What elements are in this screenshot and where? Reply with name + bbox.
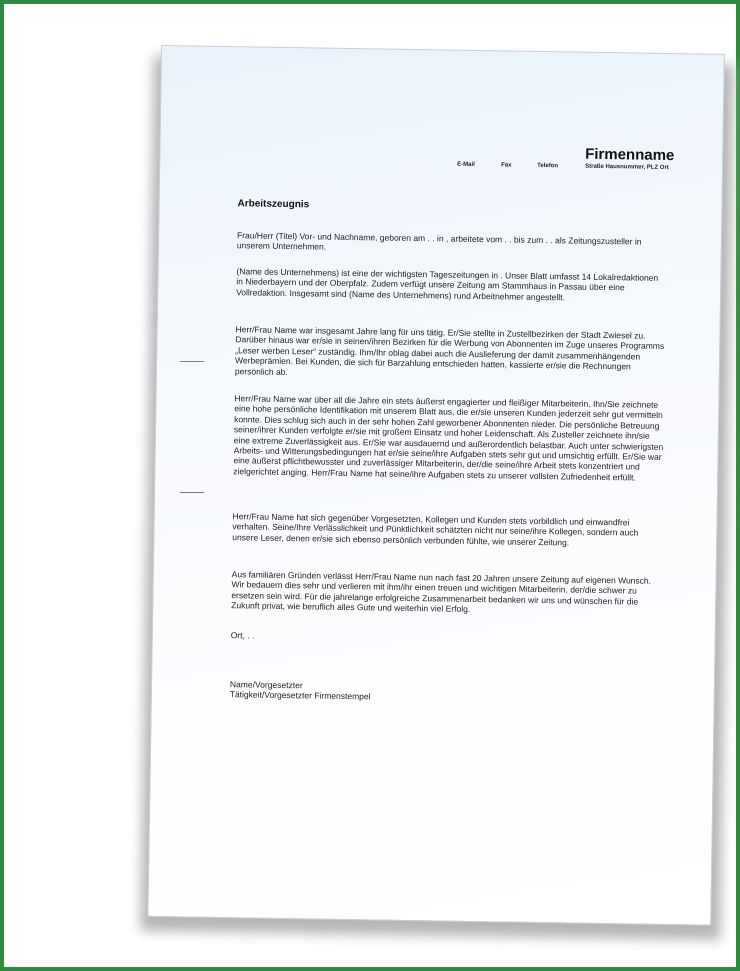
paragraph-closing: Aus familiären Gründen verlässt Herr/Frau Name nun nach fast 20 Jahren unsere Zeitung auf eigenen Wunsch. Wir bedauern dies sehr und verlieren mit ihm/ihr einen treuen und wichtigen Mitarbeiterin, der/die schwer zu ersetzen sein wird. Für die jahrelange erfolgreiche Zusammenarbeit bedanken wir uns und wünschen für die Zukunft privat, wie beruflich alles Gute und weiterhin viel Erfolg. [231,569,652,615]
place-date: Ort, . . [230,630,255,641]
email-label: E-Mail [457,161,475,168]
paragraph-intro: Frau/Herr (Titel) Vor- und Nachname, geboren am . . in , arbeitete vom . . bis zum . . als Zeitungszusteller in unserem Unternehmen. [236,230,642,253]
paragraph-conduct: Herr/Frau Name hat sich gegenüber Vorgesetzten, Kollegen und Kunden stets vorbildlich und einwandfrei verhalten. Seine/Ihre Verlässlichkeit und Pünktlichkeit schätzten nicht nur seine/ihre Kollegen, sondern auch unsere Leser, denen er/sie sich ebenso persönlich verbunden fühlte, wie unserer Zeitung. [232,511,639,548]
document-title: Arbeitszeugnis [237,198,310,211]
signature-name: Name/Vorgesetzter [229,679,303,691]
paragraph-performance: Herr/Frau Name war über all die Jahre ein stets äußerst engagierter und fleißiger Mitarbeiterin. Ihn/Sie zeichnete eine hohe persönliche Identifikation mit unserem Blatt aus, die er/sie unseren Kunden jederzeit sehr gut vermitteln konnte. Dies schlug sich auch in der sehr hohen Zahl geworbener Abonnenten nieder. Die persönliche Betreuung seiner/ihrer Kunden verfolgte er/sie mit großem Einsatz und hoher Leidenschaft. Als Zusteller zeichnete ihn/sie eine extreme Zuverlässigkeit aus. Er/Sie war ausdauernd und außerordentlich belastbar. Auch unter schwierigsten Arbeits- und Witterungsbedingungen hat er/sie seine/ihre Aufgaben stets sehr gut und umsichtig erfüllt. Er/Sie war eine äußerst pflichtbewusster und zuverlässiger Mitarbeiterin, der/die seine/ihre Arbeit stets konzentriert und zielgerichtet anging. Herr/Frau Name hat seine/ihre Aufgaben stets zu unserer vollsten Zufriedenheit erfüllt. [233,393,664,483]
address-line: Straße Hausnummer, PLZ Ort [585,163,669,171]
paragraph-duties: Herr/Frau Name war insgesamt Jahre lang für uns tätig. Er/Sie stellte in Zustellbezirken der Stadt Zwiesel zu. Darüber hinaus war er/sie in seinen/ihren Bezirken für die Werbung von Abonnenten im Zuge unseres Programms „Leser werben Leser“ zuständig. Ihm/Ihr oblag dabei auch die Auslieferung der damit zusammenhängenden Werbeprämien. Bei Kunden, die sich für Barzahlung entschieden hatten, kassierte er/sie die Rechnungen persönlich ab. [234,324,665,377]
paragraph-company: (Name des Unternehmens) ist eine der wichtigsten Tageszeitungen in . Unser Blatt umfasst 14 Lokalredaktionen in Niederbayern und der Oberpfalz. Zudem verfügt unsere Zeitung am Stammhaus in Passau über eine Vollredaktion. Insgesamt sind (Name des Unternehmens) rund Arbeitnehmer angestellt. [236,266,659,303]
fold-mark-bottom [180,492,204,493]
document-sheet [147,45,725,926]
phone-label: Telefon [537,162,559,170]
fax-label: Fax [501,162,512,169]
fold-mark-top [180,361,204,362]
company-name: Firmenname [585,145,675,165]
signature-role: Tätigkeit/Vorgesetzter Firmenstempel [229,689,371,702]
